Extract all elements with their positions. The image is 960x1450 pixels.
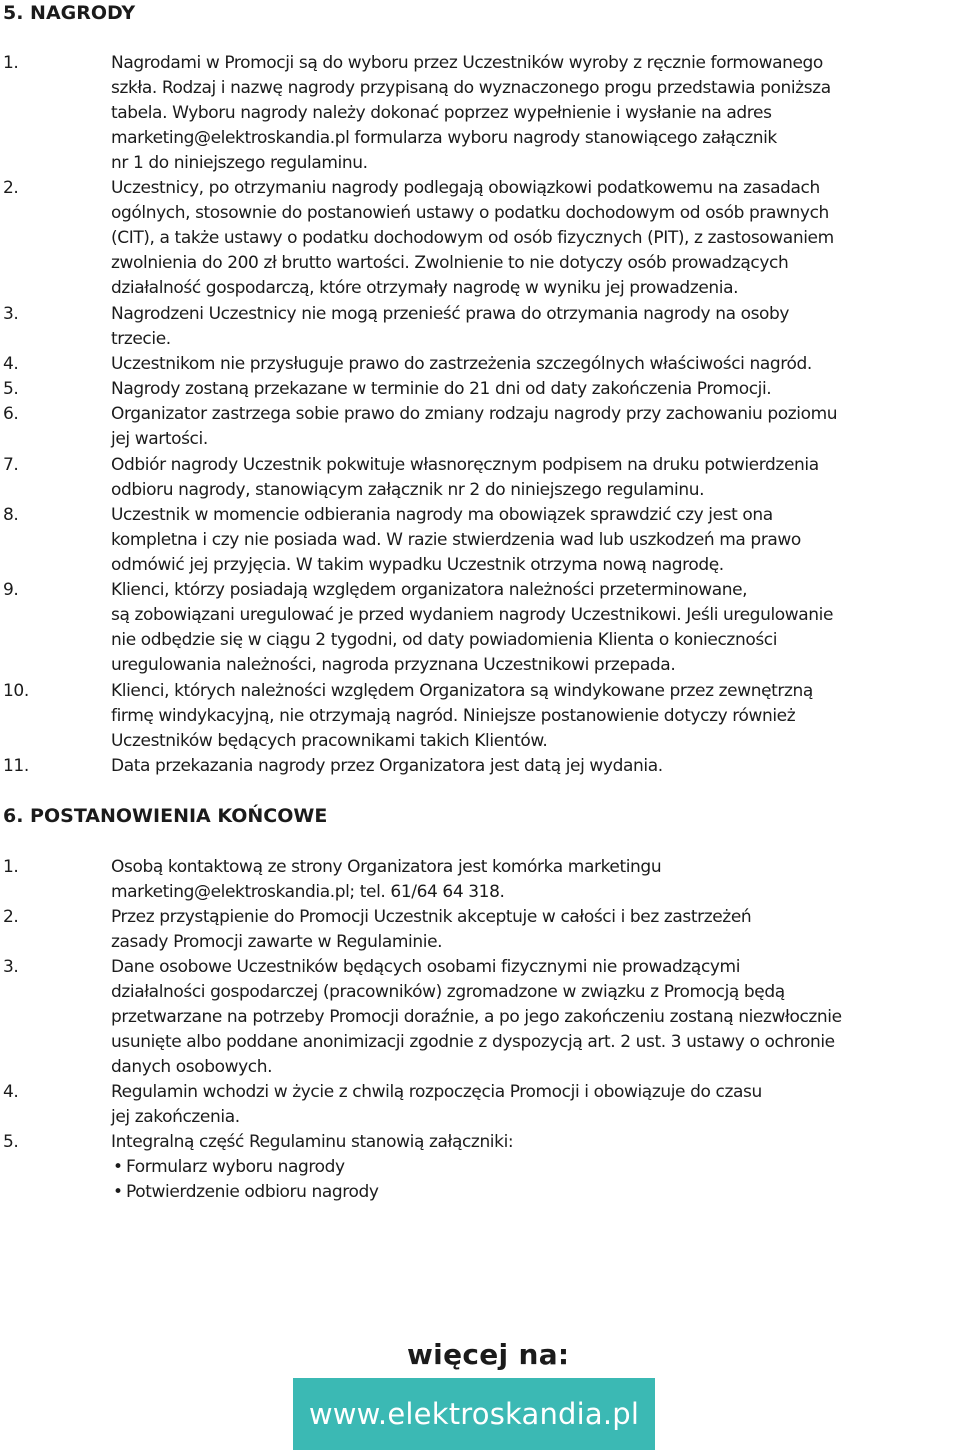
bullet-icon: • [113, 1182, 123, 1202]
list-item [111, 1180, 959, 1205]
item-text [111, 51, 959, 176]
item-number: 5. [3, 379, 19, 399]
item-text [111, 453, 959, 503]
item-number: 2. [3, 907, 19, 927]
section-5-title: 5. NAGRODY [3, 2, 136, 24]
item-number: 3. [3, 957, 19, 977]
text-line: firmę windykacyjną, nie otrzymają nagród. Niniejsze postanowienie dotyczy również [111, 706, 796, 726]
text-line: przetwarzane na potrzeby Promocji doraźnie, a po jego zakończeniu zostaną niezwłocznie [111, 1007, 842, 1027]
text-line: jej wartości. [111, 429, 208, 449]
text-line: danych osobowych. [111, 1057, 273, 1077]
item-number: 2. [3, 178, 19, 198]
text-line: Odbiór nagrody Uczestnik pokwituje własnoręcznym podpisem na druku potwierdzenia [111, 455, 819, 475]
text-line: Uczestnicy, po otrzymaniu nagrody podlegają obowiązkowi podatkowemu na zasadach [111, 178, 820, 198]
section-6-title: 6. POSTANOWIENIA KOŃCOWE [3, 805, 328, 827]
item-number: 9. [3, 580, 19, 600]
item-text [111, 679, 959, 754]
text-line: uregulowania należności, nagroda przyznana Uczestnikowi przepada. [111, 655, 676, 675]
list-item-label: Formularz wyboru nagrody [126, 1157, 345, 1177]
text-line: Organizator zastrzega sobie prawo do zmiany rodzaju nagrody przy zachowaniu poziomu [111, 404, 838, 424]
item-text [111, 302, 959, 352]
item-number: 8. [3, 505, 19, 525]
text-line: odbioru nagrody, stanowiącym załącznik nr 2 do niniejszego regulaminu. [111, 480, 705, 500]
text-line: szkła. Rodzaj i nazwę nagrody przypisaną do wyznaczonego progu przedstawia poniższa [111, 78, 831, 98]
text-line: Uczestnik w momencie odbierania nagrody ma obowiązek sprawdzić czy jest ona [111, 505, 773, 525]
text-line: Dane osobowe Uczestników będących osobami fizycznymi nie prowadzącymi [111, 957, 741, 977]
item-text [111, 955, 959, 1080]
item-text [111, 352, 959, 377]
item-number: 7. [3, 455, 19, 475]
text-line: Regulamin wchodzi w życie z chwilą rozpoczęcia Promocji i obowiązuje do czasu [111, 1082, 762, 1102]
more-info-label: więcej na: [407, 1338, 570, 1371]
text-line: tabela. Wyboru nagrody należy dokonać poprzez wypełnienie i wysłanie na adres [111, 103, 772, 123]
item-number: 3. [3, 304, 19, 324]
item-number: 1. [3, 857, 19, 877]
website-banner[interactable] [293, 1378, 655, 1450]
text-line: Przez przystąpienie do Promocji Uczestnik akceptuje w całości i bez zastrzeżeń [111, 907, 752, 927]
text-line: Integralną część Regulaminu stanowią załączniki: [111, 1132, 514, 1152]
item-number: 6. [3, 404, 19, 424]
item-number: 1. [3, 53, 19, 73]
text-line: Nagrodami w Promocji są do wyboru przez Uczestników wyroby z ręcznie formowanego [111, 53, 823, 73]
text-line: działalności gospodarczej (pracowników) zgromadzone w związku z Promocją będą [111, 982, 785, 1002]
text-line: zasady Promocji zawarte w Regulaminie. [111, 932, 443, 952]
text-line: Uczestników będących pracownikami takich Klientów. [111, 731, 548, 751]
text-line: odmówić jej przyjęcia. W takim wypadku Uczestnik otrzyma nową nagrodę. [111, 555, 724, 575]
text-line: Nagrodzeni Uczestnicy nie mogą przenieść prawa do otrzymania nagrody na osoby [111, 304, 790, 324]
text-line: kompletna i czy nie posiada wad. W razie stwierdzenia wad lub uszkodzeń ma prawo [111, 530, 801, 550]
text-line: są zobowiązani uregulować je przed wydaniem nagrody Uczestnikowi. Jeśli uregulowanie [111, 605, 834, 625]
item-text [111, 855, 959, 905]
text-line: nie odbędzie się w ciągu 2 tygodni, od daty powiadomienia Klienta o konieczności [111, 630, 778, 650]
text-line: Uczestnikom nie przysługuje prawo do zastrzeżenia szczególnych właściwości nagród. [111, 354, 812, 374]
text-line: ogólnych, stosownie do postanowień ustawy o podatku dochodowym od osób prawnych [111, 203, 829, 223]
text-line: Klienci, których należności względem Organizatora są windykowane przez zewnętrzną [111, 681, 813, 701]
text-line: trzecie. [111, 329, 171, 349]
item-number: 4. [3, 1082, 19, 1102]
list-item [111, 1155, 959, 1180]
item-text [111, 377, 959, 402]
item-text [111, 1080, 959, 1130]
text-line: (CIT), a także ustawy o podatku dochodowym od osób fizycznych (PIT), z zastosowaniem [111, 228, 834, 248]
text-line: Nagrody zostaną przekazane w terminie do 21 dni od daty zakończenia Promocji. [111, 379, 772, 399]
item-number: 11. [3, 756, 29, 776]
text-line: marketing@elektroskandia.pl formularza wyboru nagrody stanowiącego załącznik [111, 128, 777, 148]
text-line: Klienci, którzy posiadają względem organizatora należności przeterminowane, [111, 580, 748, 600]
text-line: Data przekazania nagrody przez Organizatora jest datą jej wydania. [111, 756, 663, 776]
item-text [111, 402, 959, 452]
text-line: zwolnienia do 200 zł brutto wartości. Zwolnienie to nie dotyczy osób prowadzących [111, 253, 789, 273]
item-number: 10. [3, 681, 29, 701]
item-text [111, 905, 959, 955]
item-number: 4. [3, 354, 19, 374]
bullet-icon: • [113, 1157, 123, 1177]
text-line: usunięte albo poddane anonimizacji zgodnie z dyspozycją art. 2 ust. 3 ustawy o ochronie [111, 1032, 835, 1052]
item-number: 5. [3, 1132, 19, 1152]
item-text [111, 754, 959, 779]
text-line: jej zakończenia. [111, 1107, 240, 1127]
list-item-label: Potwierdzenie odbioru nagrody [126, 1182, 379, 1202]
item-text [111, 578, 959, 678]
attachments-list [111, 1155, 959, 1205]
text-line: marketing@elektroskandia.pl; tel. 61/64 64 318. [111, 882, 505, 902]
item-text [111, 503, 959, 578]
text-line: nr 1 do niniejszego regulaminu. [111, 153, 368, 173]
text-line: Osobą kontaktową ze strony Organizatora jest komórka marketingu [111, 857, 662, 877]
item-text [111, 176, 959, 301]
item-text [111, 1130, 959, 1155]
text-line: działalność gospodarczą, które otrzymały nagrodę w wyniku jej prowadzenia. [111, 278, 739, 298]
website-link[interactable]: www.elektroskandia.pl [308, 1397, 640, 1431]
